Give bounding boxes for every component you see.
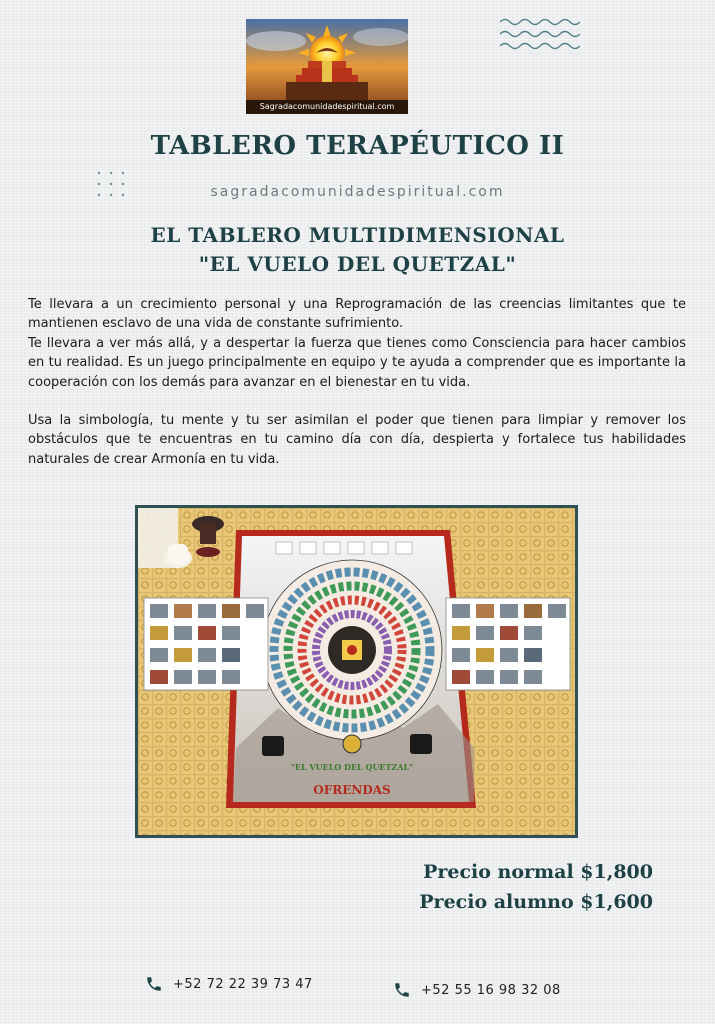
contact-phone-2[interactable] [393, 981, 561, 999]
paragraph-2: Te llevara a ver más allá, y a despertar la fuerza que tienes como Consciencia para hacer cambios en tu realidad. Es un juego principalmente en equipo y te ayuda a comprender que es importante la cooperación con los demás para avanzar en el bienestar en tu vida. [28, 335, 686, 390]
description [28, 295, 686, 469]
board-photo-illustration [138, 508, 575, 835]
wave-decoration [500, 16, 580, 56]
page-title: TABLERO TERAPÉUTICO II [150, 131, 565, 161]
phone-icon [145, 975, 163, 993]
price-normal: Precio normal $1,800 [423, 861, 653, 883]
subtitle [0, 221, 715, 279]
svg-text:Sagradacomunidadespiritual.com: Sagradacomunidadespiritual.com [259, 102, 395, 111]
price-student: Precio alumno $1,600 [419, 891, 653, 913]
subtitle-line-2: "EL VUELO DEL QUETZAL" [198, 252, 517, 276]
svg-text:"EL VUELO DEL QUETZAL": "EL VUELO DEL QUETZAL" [290, 762, 414, 772]
phone-number-1: +52 72 22 39 73 47 [173, 976, 313, 992]
phone-icon [393, 981, 411, 999]
svg-text:OFRENDAS: OFRENDAS [313, 783, 391, 797]
subtitle-line-1: EL TABLERO MULTIDIMENSIONAL [150, 223, 565, 247]
prices [419, 857, 653, 917]
phone-number-2: +52 55 16 98 32 08 [421, 982, 561, 998]
paragraph-1: Te llevara a un crecimiento personal y una Reprogramación de las creencias limitantes que te mantienen esclavo de una vida de constante sufrimiento. [28, 297, 686, 332]
paragraph-3: Usa la simbología, tu mente y tu ser asimilan el poder que tienen para limpiar y remover los obstáculos que te encuentras en tu camino día con día, despierta y fortalece tus habilidades naturales de crear Armonía en tu vida. [28, 413, 686, 467]
contact-phone-1[interactable] [145, 975, 313, 993]
board-photo [135, 505, 578, 838]
website-text: sagradacomunidadespiritual.com [210, 184, 505, 200]
logo [246, 19, 408, 114]
